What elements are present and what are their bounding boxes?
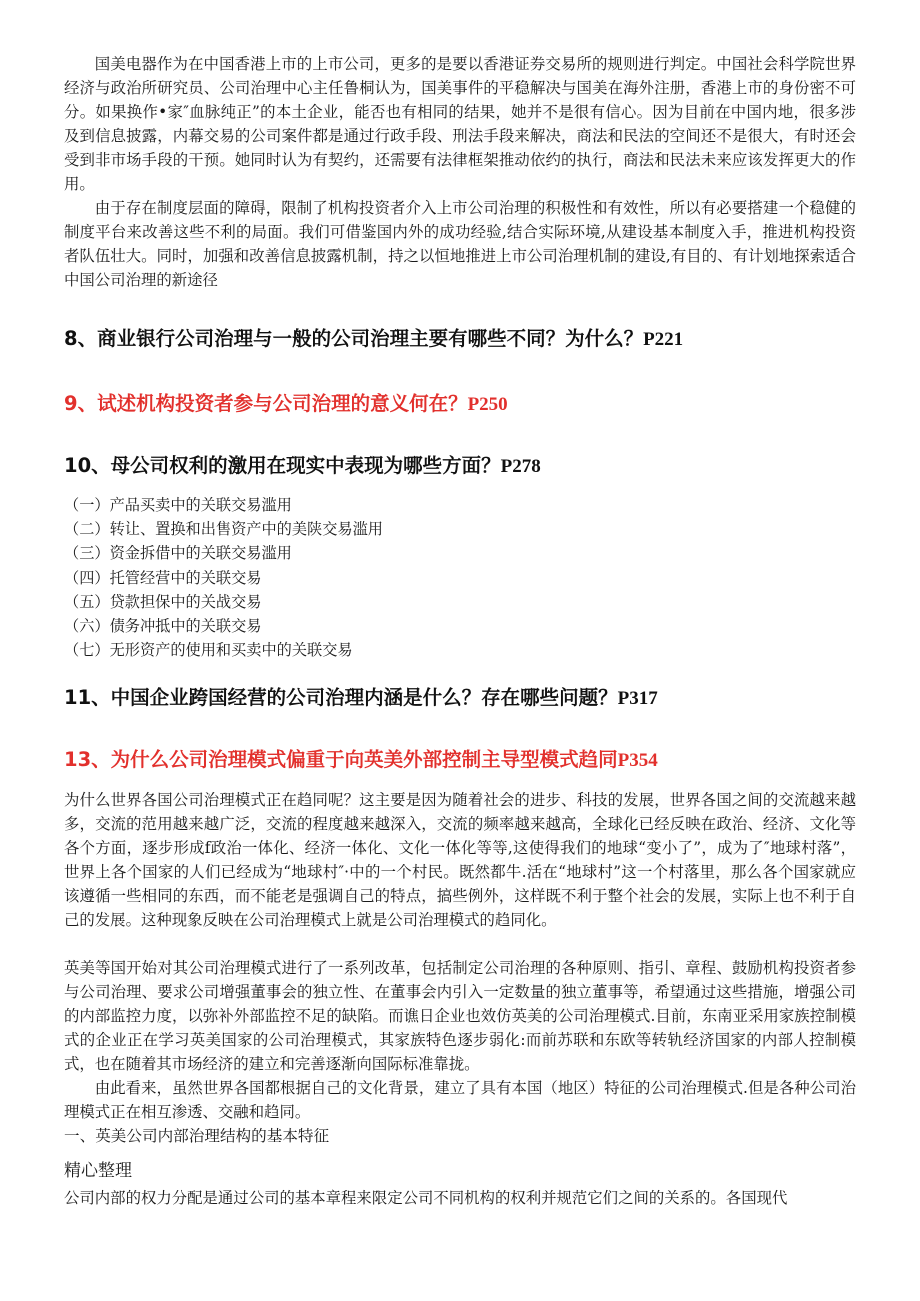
list-item: （二）转让、置换和出售资产中的美陕交易滥用 [64, 520, 383, 539]
question-8-page: P221 [643, 329, 684, 350]
question-13-page: P354 [617, 750, 658, 771]
list-item: （四）托管经营中的关联交易 [64, 568, 262, 587]
question-11-page: P317 [617, 688, 658, 709]
paragraph-gome: 国美电器作为在中国香港上市的上市公司，更多的是要以香港证券交易所的规则进行判定。中国社会科学院世界经济与政治所研究员、公司治理中心主任鲁桐认为，国美事件的平稳解决与国美在海外注册，香港上市的身份密不可分。如果换作•家″血脉纯正”的本土企业，能否也有相同的结果，她并不是很有信心。因为目前在中国内地，很多涉及到信息披露，内幕交易的公司案件都是通过行政手段、刑法手段来解决，商法和民法的空间还不是很大，有时还会受到非市场手段的干预。她同时认为有契约，还需要有法律框架推动依约的执行，商法和民法未来应该发挥更大的作用。 [64, 55, 856, 193]
paragraph-conclusion: 由此看来，虽然世界各国都根据自己的文化背景，建立了具有本国（地区）特征的公司治理模式.但是各种公司治理模式正在相互渗透、交融和趋同。 [64, 1079, 856, 1121]
paragraph-institutional-barriers: 由于存在制度层面的障碍，限制了机构投资者介入上市公司治理的积极性和有效性，所以有必要搭建一个稳健的制度平台来改善这些不利的局面。我们可借鉴国内外的成功经验,结合实际环境,从建设基本制度入手，推进机构投资者队伍壮大。同时，加强和改善信息披露机制，持之以恒地推进上市公司治理机制的建设,有目的、有计划地探索适合中国公司治理的新途径 [64, 199, 856, 289]
footer-label: 精心整理 [64, 1161, 132, 1181]
paragraph-convergence-reasons: 为什么世界各国公司治理模式正在趋同呢？这主要是因为随着社会的进步、科技的发展，世界各国之间的交流越来越多，交流的范用越来越广泛，交流的程度越来越深入，交流的频率越来越高，全球化已经反映在政治、经济、文化等各个方面，逐步形成f政治一体化、经济一体化、文化一体化等等,这使得我们的地球“变小了”，成为了″地球村落”，世界上各个国家的人们已经成为“地球村″·中的一个村民。既然都牛.活在“地球村”这一个村落里，那么各个国家就应该遵循一些相同的东西，而不能老是强调自己的特点，搞些例外，这样既不利于整个社会的发展，实际上也不利于自己的发展。这种现象反映在公司治理模式上就是公司治理模式的趋同化。 [64, 791, 856, 929]
list-item: （三）资金拆借中的关联交易滥用 [64, 544, 292, 563]
question-8-heading [64, 325, 864, 354]
question-13-heading [64, 746, 864, 775]
question-9-text: 9、试述机构投资者参与公司治理的意义何在？ [64, 392, 468, 415]
list-item: （六）债务冲抵中的关联交易 [64, 617, 262, 636]
paragraph-reforms: 英美等国开始对其公司治理模式进行了一系列改革，包括制定公司治理的各种原则、指引、章程、鼓励机构投资者参与公司治理、要求公司增强董事会的独立性、在董事会内引入一定数量的独立董事等，希望通过这些措施，增强公司的内部监控力度，以弥补外部监控不足的缺陷。而谯日企业也效仿英美的公司治理模式.目前，东南亚采用家族控制模式的企业正在学习英美国家的公司治理模式，其家族特色逐步弱化:而前苏联和东欧等转轨经济国家的内部人控制模式，也在随着其市场经济的建立和完善逐渐向国际标准靠拢。 [64, 959, 856, 1073]
list-item: （五）贷款担保中的关战交易 [64, 592, 262, 611]
paragraph-power-distribution: 公司内部的权力分配是通过公司的基本章程来限定公司不同机构的权利并规范它们之间的关系的。各国现代 [64, 1189, 788, 1207]
question-8-text: 8、商业银行公司治理与一般的公司治理主要有哪些不同？为什么？ [64, 327, 644, 350]
question-10-heading [64, 452, 864, 481]
question-10-text: 10、母公司权利的激用在现实中表现为哪些方面？ [64, 454, 501, 477]
question-9-heading [64, 390, 864, 419]
question-9-page: P250 [467, 394, 508, 415]
question-11-text: 11、中国企业跨国经营的公司治理内涵是什么？存在哪些问题？ [64, 686, 618, 709]
question-11-heading [64, 684, 864, 713]
abuse-list [64, 493, 383, 662]
list-item: （七）无形资产的使用和买卖中的关联交易 [64, 641, 353, 660]
section-subheading: 一、英美公司内部治理结构的基本特征 [64, 1127, 330, 1145]
list-item: （一）产品买卖中的关联交易滥用 [64, 496, 292, 514]
question-10-page: P278 [500, 456, 541, 477]
question-13-text: 13、为什么公司治理模式偏重于向英美外部控制主导型模式趋同 [64, 748, 618, 771]
